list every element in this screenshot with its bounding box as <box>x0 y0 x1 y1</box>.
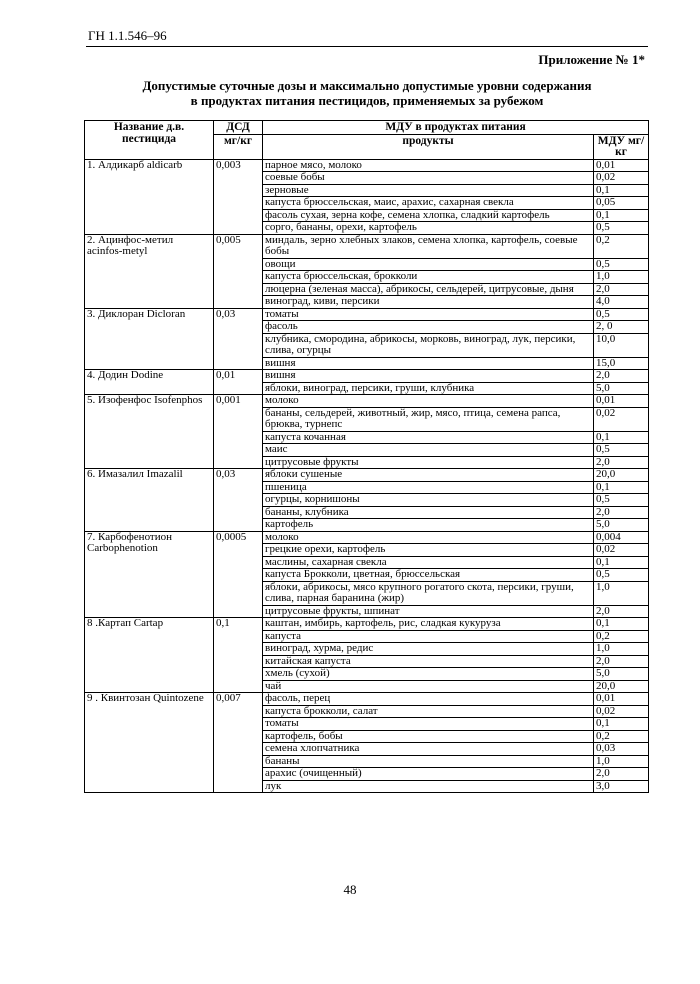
mdu-value: 0,5 <box>594 258 649 271</box>
pesticide-dsd: 0,0005 <box>214 531 263 618</box>
page-number: 48 <box>343 882 357 897</box>
mdu-value: 0,1 <box>594 718 649 731</box>
header-products: продукты <box>263 134 594 159</box>
product-name: овощи <box>263 258 594 271</box>
product-name: клубника, смородина, абрикосы, морковь, виноград, лук, персики, слива, огурцы <box>263 333 594 357</box>
table-row <box>85 395 649 408</box>
document-code: ГН 1.1.546–96 <box>88 28 167 43</box>
product-name: сорго, бананы, орехи, картофель <box>263 222 594 235</box>
mdu-value: 0,02 <box>594 544 649 557</box>
mdu-value: 0,5 <box>594 569 649 582</box>
product-name: бананы, сельдерей, животный, жир, мясо, птица, семена рапса, брюква, турнепс <box>263 407 594 431</box>
table-row <box>85 370 649 383</box>
mdu-value: 1,0 <box>594 643 649 656</box>
pesticide-name: 5. Изофенфос Isofenphos <box>85 395 214 469</box>
header-rule <box>86 46 648 47</box>
pesticide-name: 3. Диклоран Dicloran <box>85 308 214 370</box>
product-name: соевые бобы <box>263 172 594 185</box>
product-name: молоко <box>263 395 594 408</box>
product-name: капуста брюссельская, маис, арахис, сахарная свекла <box>263 197 594 210</box>
product-name: яблоки сушеные <box>263 469 594 482</box>
product-name: китайская капуста <box>263 655 594 668</box>
product-name: капуста кочанная <box>263 431 594 444</box>
product-name: капуста <box>263 630 594 643</box>
mdu-value: 0,2 <box>594 730 649 743</box>
mdu-value: 1,0 <box>594 755 649 768</box>
product-name: картофель <box>263 519 594 532</box>
mdu-value: 0,2 <box>594 630 649 643</box>
mdu-value: 0,01 <box>594 395 649 408</box>
pesticide-name: 8 .Картап Cartap <box>85 618 214 693</box>
product-name: люцерна (зеленая масса), абрикосы, сельдерей, цитрусовые, дыня <box>263 283 594 296</box>
product-name: вишня <box>263 370 594 383</box>
product-name: грецкие орехи, картофель <box>263 544 594 557</box>
mdu-value: 5,0 <box>594 519 649 532</box>
mdu-value: 15,0 <box>594 357 649 370</box>
product-name: капуста брокколи, салат <box>263 705 594 718</box>
mdu-value: 20,0 <box>594 469 649 482</box>
mdu-value: 0,5 <box>594 494 649 507</box>
pesticide-name: 4. Додин Dodine <box>85 370 214 395</box>
pesticide-name: 6. Имазалил Imazalil <box>85 469 214 532</box>
product-name: каштан, имбирь, картофель, рис, сладкая кукуруза <box>263 618 594 631</box>
product-name: миндаль, зерно хлебных злаков, семена хлопка, картофель, соевые бобы <box>263 234 594 258</box>
mdu-value: 4,0 <box>594 296 649 309</box>
header-row-1 <box>85 121 649 135</box>
product-name: фасоль сухая, зерна кофе, семена хлопка, сладкий картофель <box>263 209 594 222</box>
header-dsd-unit: мг/кг <box>214 134 263 159</box>
mdu-value: 0,5 <box>594 222 649 235</box>
product-name: хмель (сухой) <box>263 668 594 681</box>
pesticide-name: 9 . Квинтозан Quintozene <box>85 693 214 793</box>
mdu-value: 3,0 <box>594 780 649 793</box>
product-name: яблоки, виноград, персики, груши, клубника <box>263 382 594 395</box>
product-name: арахис (очищенный) <box>263 768 594 781</box>
product-name: фасоль <box>263 321 594 334</box>
product-name: картофель, бобы <box>263 730 594 743</box>
table-row <box>85 618 649 631</box>
pesticide-dsd: 0,005 <box>214 234 263 308</box>
mdu-value: 2,0 <box>594 506 649 519</box>
header-dsd: ДСД <box>214 121 263 135</box>
mdu-value: 0,1 <box>594 556 649 569</box>
product-name: парное мясо, молоко <box>263 159 594 172</box>
mdu-value: 0,1 <box>594 431 649 444</box>
pesticide-name: 7. Карбофенотион Carbophenotion <box>85 531 214 618</box>
product-name: томаты <box>263 718 594 731</box>
product-name: капуста Брокколи, цветная, брюссельская <box>263 569 594 582</box>
mdu-value: 0,03 <box>594 743 649 756</box>
mdu-value: 2, 0 <box>594 321 649 334</box>
mdu-value: 0,02 <box>594 407 649 431</box>
pesticide-dsd: 0,03 <box>214 308 263 370</box>
mdu-value: 0,1 <box>594 184 649 197</box>
table-row <box>85 693 649 706</box>
pesticide-dsd: 0,01 <box>214 370 263 395</box>
header-mdu-unit: МДУ мг/кг <box>594 134 649 159</box>
product-name: маис <box>263 444 594 457</box>
mdu-value: 0,02 <box>594 705 649 718</box>
mdu-value: 0,01 <box>594 693 649 706</box>
pesticide-dsd: 0,03 <box>214 469 263 532</box>
mdu-value: 2,0 <box>594 768 649 781</box>
product-name: виноград, хурма, редис <box>263 643 594 656</box>
product-name: бананы <box>263 755 594 768</box>
product-name: пшеница <box>263 481 594 494</box>
mdu-value: 0,5 <box>594 444 649 457</box>
product-name: чай <box>263 680 594 693</box>
table-row <box>85 159 649 172</box>
mdu-value: 0,2 <box>594 234 649 258</box>
header-pesticide-name: Название д.в. пестицида <box>85 121 214 160</box>
pesticide-dsd: 0,007 <box>214 693 263 793</box>
pesticide-table <box>84 120 649 793</box>
mdu-value: 0,5 <box>594 308 649 321</box>
product-name: яблоки, абрикосы, мясо крупного рогатого скота, персики, груши, слива, парная баранина (жир) <box>263 581 594 605</box>
pesticide-name: 1. Алдикарб aldicarb <box>85 159 214 234</box>
product-name: вишня <box>263 357 594 370</box>
product-name: зерновые <box>263 184 594 197</box>
mdu-value: 0,1 <box>594 618 649 631</box>
product-name: маслины, сахарная свекла <box>263 556 594 569</box>
mdu-value: 2,0 <box>594 283 649 296</box>
product-name: фасоль, перец <box>263 693 594 706</box>
mdu-value: 2,0 <box>594 370 649 383</box>
mdu-value: 0,004 <box>594 531 649 544</box>
header-mdu: МДУ в продуктах питания <box>263 121 649 135</box>
mdu-value: 10,0 <box>594 333 649 357</box>
mdu-value: 0,02 <box>594 172 649 185</box>
page-title <box>86 78 648 108</box>
mdu-value: 0,01 <box>594 159 649 172</box>
product-name: цитрусовые фрукты, шпинат <box>263 605 594 618</box>
mdu-value: 0,05 <box>594 197 649 210</box>
mdu-value: 0,1 <box>594 209 649 222</box>
mdu-value: 1,0 <box>594 581 649 605</box>
mdu-value: 1,0 <box>594 271 649 284</box>
title-line-2: в продуктах питания пестицидов, применяемых за рубежом <box>190 93 544 108</box>
mdu-value: 5,0 <box>594 382 649 395</box>
product-name: лук <box>263 780 594 793</box>
product-name: семена хлопчатника <box>263 743 594 756</box>
product-name: огурцы, корнишоны <box>263 494 594 507</box>
table-row <box>85 308 649 321</box>
mdu-value: 5,0 <box>594 668 649 681</box>
mdu-value: 0,1 <box>594 481 649 494</box>
table-row <box>85 531 649 544</box>
product-name: цитрусовые фрукты <box>263 456 594 469</box>
pesticide-name: 2. Ацинфос-метил acinfos-metyl <box>85 234 214 308</box>
pesticide-dsd: 0,1 <box>214 618 263 693</box>
pesticide-dsd: 0,003 <box>214 159 263 234</box>
table-row <box>85 234 649 258</box>
table-body <box>85 159 649 793</box>
product-name: виноград, киви, персики <box>263 296 594 309</box>
table-row <box>85 469 649 482</box>
product-name: капуста брюссельская, брокколи <box>263 271 594 284</box>
title-line-1: Допустимые суточные дозы и максимально допустимые уровни содержания <box>142 78 592 93</box>
mdu-value: 2,0 <box>594 655 649 668</box>
mdu-value: 2,0 <box>594 605 649 618</box>
mdu-value: 20,0 <box>594 680 649 693</box>
pesticide-dsd: 0,001 <box>214 395 263 469</box>
product-name: бананы, клубника <box>263 506 594 519</box>
appendix-label: Приложение № 1* <box>538 52 645 67</box>
mdu-value: 2,0 <box>594 456 649 469</box>
product-name: томаты <box>263 308 594 321</box>
product-name: молоко <box>263 531 594 544</box>
